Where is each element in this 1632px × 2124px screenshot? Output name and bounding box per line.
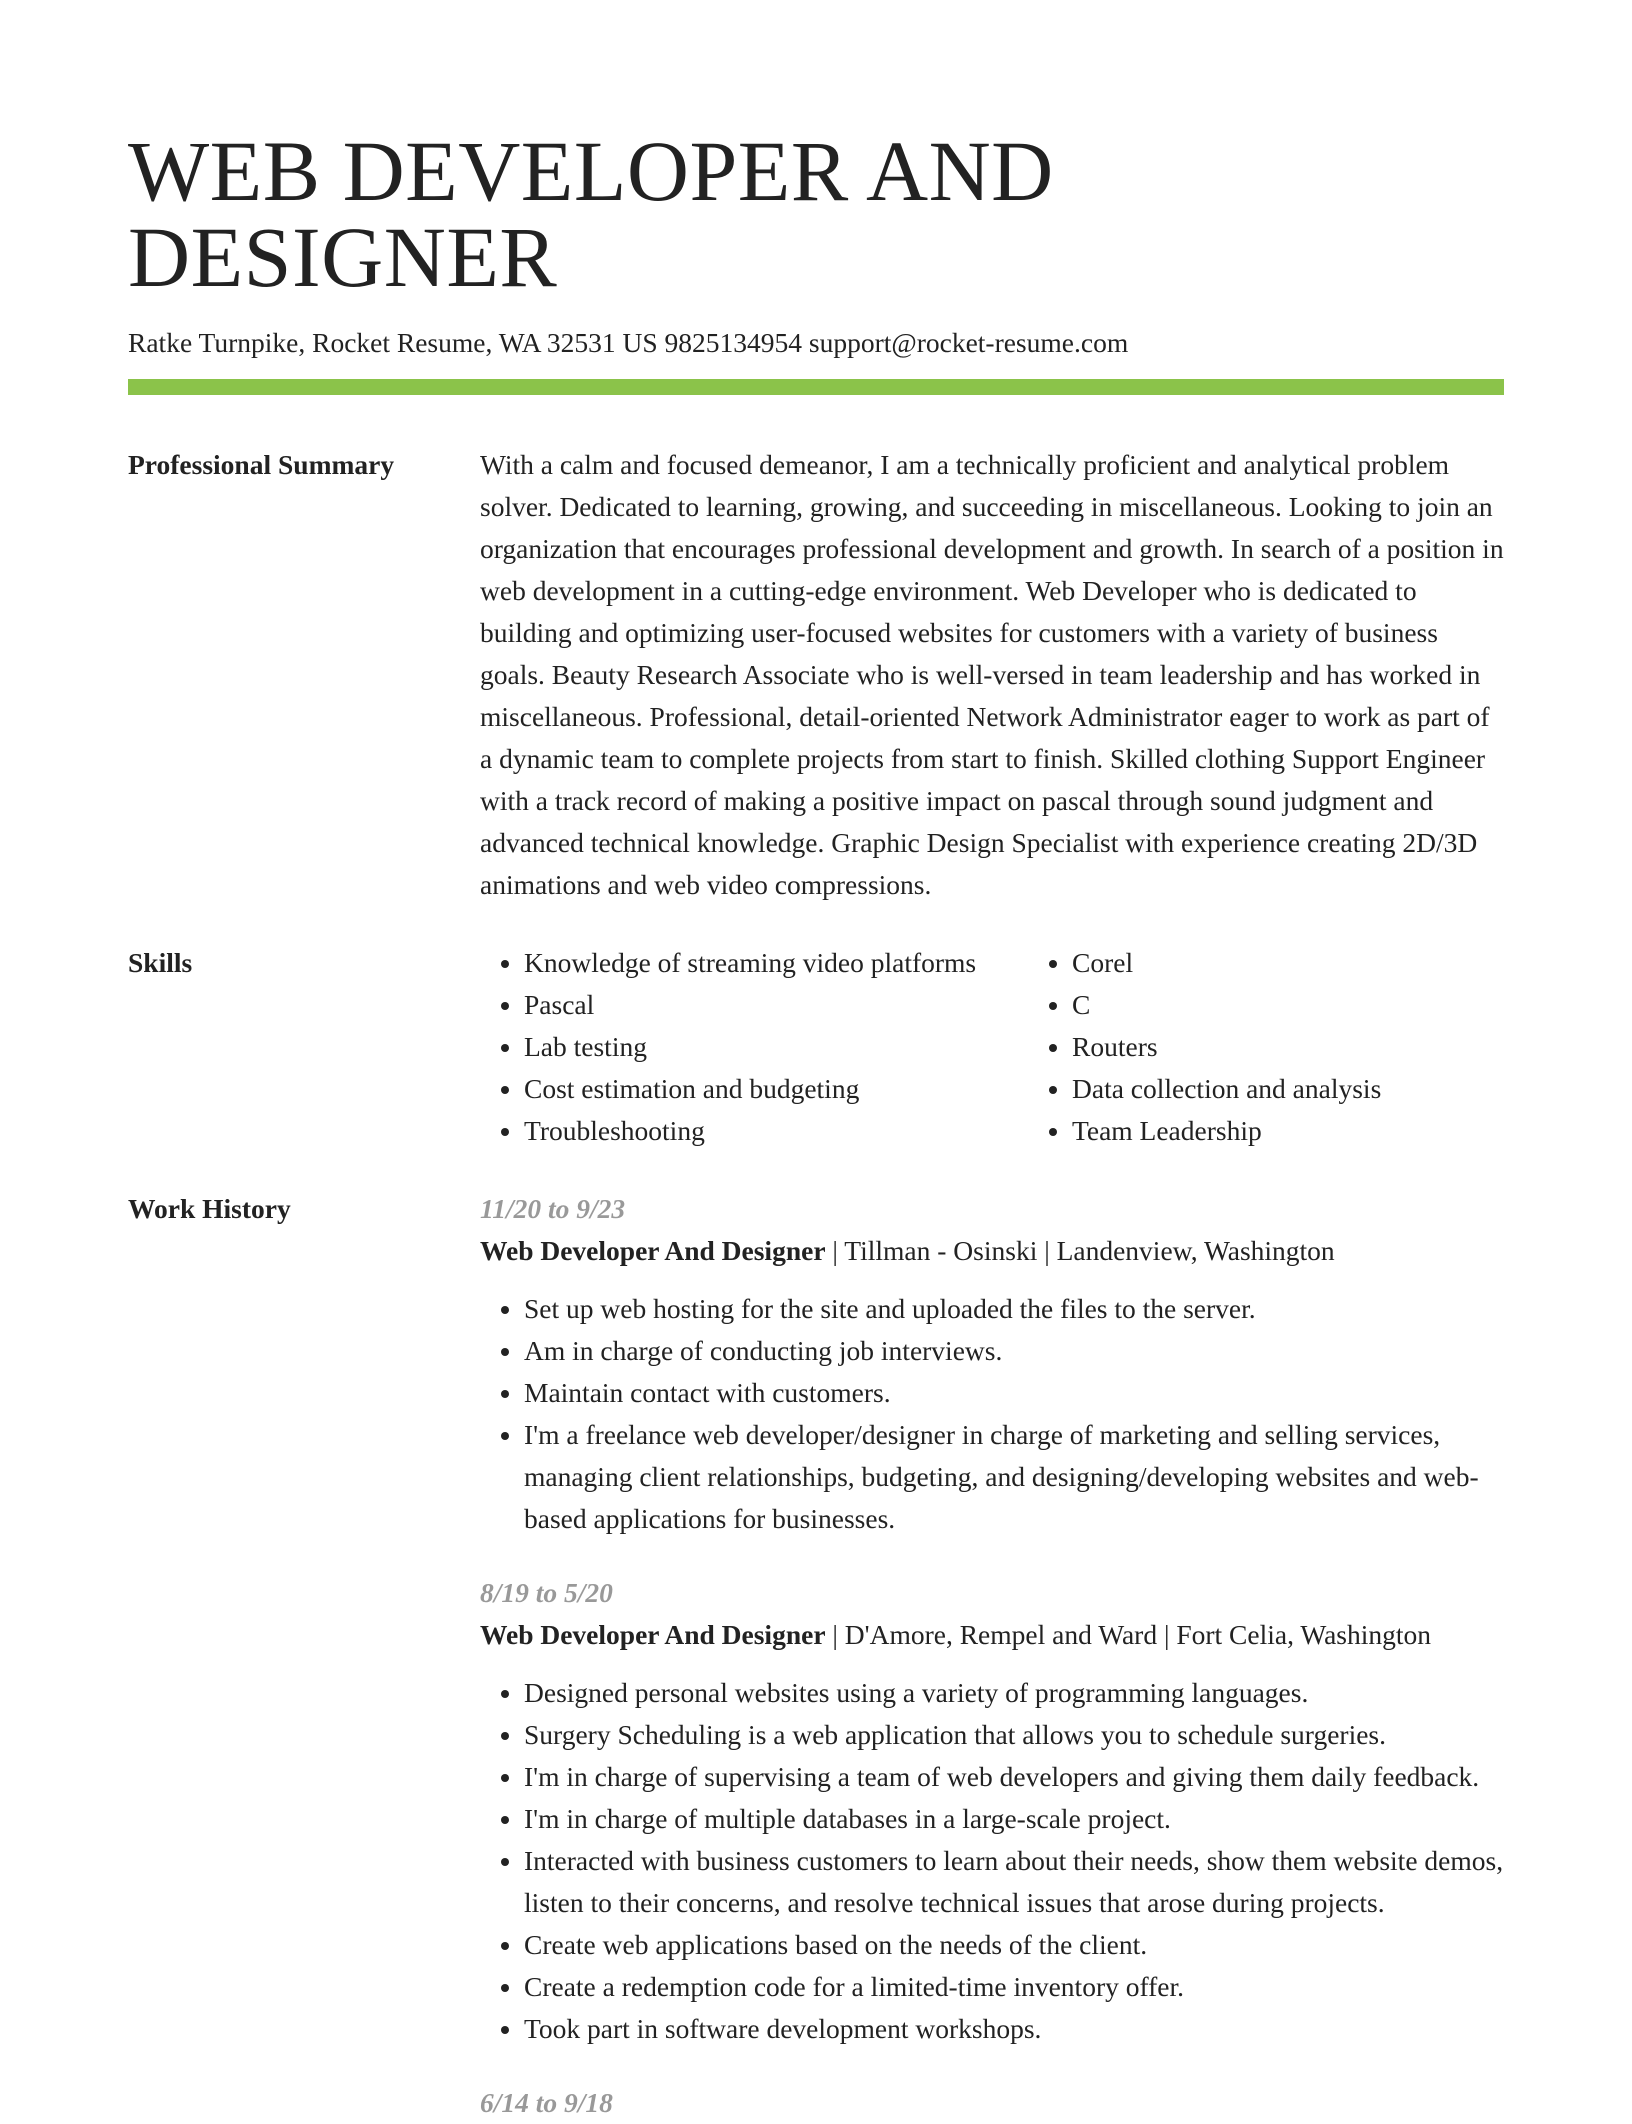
job-bullet: • Interacted with business customers to learn about their needs, show them website demos, listen to their concerns, and resolve technical issues that arose during projects.	[524, 1840, 1504, 1924]
job-entry	[480, 2082, 1504, 2124]
job-dates: 8/19 to 5/20	[480, 1577, 613, 1608]
job-bullets	[480, 1288, 1504, 1540]
job-bullet: • I'm in charge of supervising a team of web developers and giving them daily feedback.	[524, 1756, 1504, 1798]
job-bullet: • I'm a freelance web developer/designer in charge of marketing and selling services, managing client relationships, budgeting, and designing/developing websites and web-based applications for businesses.	[524, 1414, 1504, 1540]
skill-item: • Routers	[1072, 1026, 1504, 1068]
job-bullet: • Designed personal websites using a variety of programming languages.	[524, 1672, 1504, 1714]
work-history-section	[128, 1188, 1504, 2124]
skills-section	[128, 942, 1504, 1152]
skill-item: • Lab testing	[524, 1026, 1028, 1068]
skills-column-right	[1028, 942, 1504, 1152]
skill-item: • Knowledge of streaming video platforms	[524, 942, 1028, 984]
job-employer-location: | Tillman - Osinski | Landenview, Washington	[825, 1235, 1335, 1266]
job-title: Web Developer And Designer	[480, 1235, 826, 1266]
job-bullet: • Create web applications based on the needs of the client.	[524, 1924, 1504, 1966]
summary-text: With a calm and focused demeanor, I am a technically proficient and analytical problem solver. Dedicated to learning, growing, and succeeding in miscellaneous. Looking to join an organization that encourages professional development and growth. In search of a position in web development in a cutting-edge environment. Web Developer who is dedicated to building and optimizing user-focused websites for customers with a variety of business goals. Beauty Research Associate who is well-versed in team leadership and has worked in miscellaneous. Professional, detail-oriented Network Administrator eager to work as part of a dynamic team to complete projects from start to finish. Skilled clothing Support Engineer with a track record of making a positive impact on pascal through sound judgment and advanced technical knowledge. Graphic Design Specialist with experience creating 2D/3D animations and web video compressions.	[480, 449, 1504, 900]
job-title: Web Developer And Designer	[480, 1619, 826, 1650]
contact-line: Ratke Turnpike, Rocket Resume, WA 32531 US 9825134954 support@rocket-resume.com	[128, 327, 1129, 358]
summary-heading: Professional Summary	[128, 449, 395, 480]
job-dates: 6/14 to 9/18	[480, 2087, 613, 2118]
job-dates: 11/20 to 9/23	[480, 1193, 626, 1224]
job-bullet: • Set up web hosting for the site and uploaded the files to the server.	[524, 1288, 1504, 1330]
skill-item: • C	[1072, 984, 1504, 1026]
work-history-list	[480, 1188, 1504, 2124]
skill-item: • Pascal	[524, 984, 1028, 1026]
resume-title: WEB DEVELOPER AND DESIGNER	[128, 123, 1054, 305]
summary-section	[128, 444, 1504, 906]
job-bullet: • Took part in software development workshops.	[524, 2008, 1504, 2050]
skill-item: • Cost estimation and budgeting	[524, 1068, 1028, 1110]
accent-divider	[128, 379, 1504, 395]
skill-item: • Corel	[1072, 942, 1504, 984]
skill-item: • Team Leadership	[1072, 1110, 1504, 1152]
job-header	[480, 1230, 1504, 1272]
job-bullet: • Maintain contact with customers.	[524, 1372, 1504, 1414]
job-entry	[480, 1572, 1504, 2050]
job-employer-location: | D'Amore, Rempel and Ward | Fort Celia, Washington	[825, 1619, 1432, 1650]
job-bullets	[480, 1672, 1504, 2050]
job-bullet: • Surgery Scheduling is a web application that allows you to schedule surgeries.	[524, 1714, 1504, 1756]
job-entry	[480, 1188, 1504, 1540]
skills-heading: Skills	[128, 947, 193, 978]
job-bullet: • Create a redemption code for a limited-time inventory offer.	[524, 1966, 1504, 2008]
skills-list	[480, 942, 1504, 1152]
job-header	[480, 1614, 1504, 1656]
job-bullet: • I'm in charge of multiple databases in a large-scale project.	[524, 1798, 1504, 1840]
skill-item: • Data collection and analysis	[1072, 1068, 1504, 1110]
work-history-heading: Work History	[128, 1193, 291, 1224]
skill-item: • Troubleshooting	[524, 1110, 1028, 1152]
job-bullet: • Am in charge of conducting job interviews.	[524, 1330, 1504, 1372]
skills-column-left	[480, 942, 1028, 1152]
